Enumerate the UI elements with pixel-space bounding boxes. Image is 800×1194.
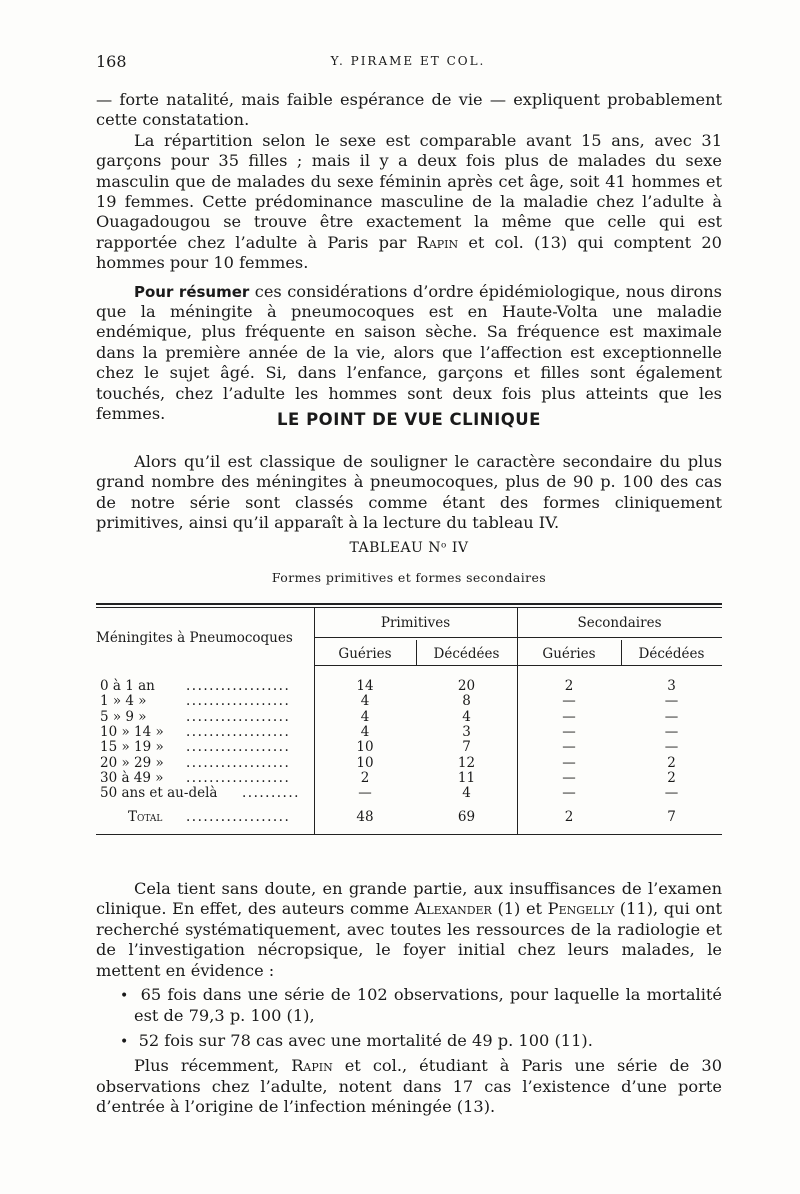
group-rule xyxy=(314,637,722,638)
col-primitives-gueries: Guéries xyxy=(338,646,392,662)
row-label: 1 » 4 » xyxy=(100,693,147,710)
cell-primitives-gueries: 14 xyxy=(356,678,374,694)
row-label: 0 à 1 an xyxy=(100,678,155,694)
cell-primitives-decedees: 11 xyxy=(457,769,476,786)
row-label: 20 » 29 » xyxy=(100,754,164,771)
cell-secondaires-decedees: — xyxy=(664,693,679,710)
row-leader-dots: .................. xyxy=(186,678,291,694)
cell-primitives-gueries: — xyxy=(358,785,372,802)
cell-secondaires-gueries: — xyxy=(562,739,576,756)
p2-text-b: et col. (13) qui comptent 20 hommes pour 10 femmes. xyxy=(96,232,722,273)
intro-text xyxy=(96,90,722,425)
author-pengelly: Pengelly xyxy=(547,899,615,919)
cell-primitives-gueries: 10 xyxy=(356,739,374,756)
cell-primitives-gueries: 48 xyxy=(356,809,374,825)
row-leader-dots: .................. xyxy=(186,693,291,710)
cell-secondaires-decedees: 2 xyxy=(667,754,676,771)
row-label: Total xyxy=(128,809,163,825)
summary-lead: Pour résumer xyxy=(134,282,250,301)
paragraph-2 xyxy=(96,131,722,274)
group-primitives: Primitives xyxy=(380,615,451,631)
bullet-1-text: 65 fois dans une série de 102 observations, pour laquelle la mortalité est de 79,3 p. 100 (1), xyxy=(134,985,722,1026)
after-p1-a: Cela tient sans doute, en grande partie, aux insuffisances de l’examen clinique. En effet, des auteurs comme xyxy=(96,879,722,919)
table-top-rule xyxy=(96,603,722,605)
cell-secondaires-decedees: 3 xyxy=(667,678,676,694)
p3-text: ces considérations d’ordre épidémiologique, nous dirons que la méningite à pneumocoques est en Haute-Volta une maladie endémique, plus fréquente en saison sèche. Sa fréquence est maximale dans la première année de la vie, alors que l’affection est exceptionnelle chez le sujet âgé. Si, dans l’enfance, garçons et filles sont également touchés, chez l’adulte les hommes sont deux fois plus atteints que les femmes. xyxy=(96,281,722,424)
page-number: 168 xyxy=(96,52,127,71)
author-rapin: Rapin xyxy=(416,232,459,252)
p2-text-a: La répartition selon le sexe est comparable avant 15 ans, avec 31 garçons pour 35 filles ; mais il y a deux fois plus de malades du sexe masculin que de malades du sexe féminin après cet âge, soit 41 hommes et 19 femmes. Cette prédominance masculine de la maladie chez l’adulte à Ouagadougou se trouve être exactement la même que celle qui est rapportée chez l’adulte à Paris par xyxy=(96,130,722,252)
cell-primitives-decedees: 20 xyxy=(457,678,476,694)
running-title: Y. PIRAME ET COL. xyxy=(330,54,486,68)
subheader-rule xyxy=(314,665,722,666)
bullet-icon: • xyxy=(120,1033,129,1050)
bullet-2-text: 52 fois sur 78 cas avec une mortalité de 49 p. 100 (11). xyxy=(138,1030,593,1050)
cell-primitives-gueries: 10 xyxy=(356,754,374,771)
col-secondaires-gueries: Guéries xyxy=(542,646,596,662)
cell-primitives-decedees: 69 xyxy=(457,809,476,825)
table-bottom-rule xyxy=(96,834,722,835)
bullet-icon: • xyxy=(120,988,129,1005)
cell-secondaires-decedees: — xyxy=(664,739,679,756)
after-p2-b: et col., étudiant à Paris une série de 30 observations chez l’adulte, notent dans 17 cas l’existence d’une porte d’entrée à l’origine de l’infection méningée (13). xyxy=(96,1056,722,1117)
cell-primitives-decedees: 4 xyxy=(462,785,471,802)
row-leader-dots: .................. xyxy=(186,754,291,771)
clinique-paragraph: Alors qu’il est classique de souligner le caractère secondaire du plus grand nombre des méningites à pneumocoques, plus de 90 p. 100 des cas de notre série sont classés comme étant des formes cliniquement primitives, ainsi qu’il apparaît à la lecture du tableau IV. xyxy=(96,452,722,533)
cell-primitives-gueries: 4 xyxy=(360,723,370,740)
row-leader-dots: .......... xyxy=(242,785,300,802)
cell-secondaires-gueries: — xyxy=(562,769,576,786)
cell-primitives-gueries: 4 xyxy=(360,708,370,725)
cell-secondaires-decedees: 2 xyxy=(667,769,676,786)
cell-primitives-decedees: 7 xyxy=(462,739,471,756)
row-leader-dots: .................. xyxy=(186,809,291,825)
cell-primitives-decedees: 4 xyxy=(462,708,471,725)
section-title: LE POINT DE VUE CLINIQUE xyxy=(277,410,541,429)
after-paragraph-2 xyxy=(96,1056,722,1117)
findings-list xyxy=(96,985,722,1052)
cell-secondaires-decedees: — xyxy=(664,785,679,802)
cell-secondaires-gueries: 2 xyxy=(564,809,574,825)
group-secondaires: Secondaires xyxy=(577,615,662,631)
cell-secondaires-decedees: — xyxy=(664,708,679,725)
clinique-text xyxy=(96,452,722,534)
row-leader-dots: .................. xyxy=(186,708,291,725)
row-label: 30 à 49 » xyxy=(100,769,164,786)
cell-secondaires-gueries: 2 xyxy=(564,678,574,694)
cell-primitives-decedees: 12 xyxy=(457,754,476,771)
after-paragraph-1 xyxy=(96,879,722,981)
cell-secondaires-gueries: — xyxy=(562,708,576,725)
after-text xyxy=(96,879,722,1117)
row-label: 50 ans et au-delà xyxy=(100,785,218,802)
cell-primitives-decedees: 8 xyxy=(462,693,471,710)
after-p2-a: Plus récemment, xyxy=(134,1056,292,1076)
row-leader-dots: .................. xyxy=(186,723,291,740)
col-primitives-decedees: Décédées xyxy=(433,646,500,662)
table-top-rule-2 xyxy=(96,607,722,608)
list-item xyxy=(96,1031,722,1052)
cell-primitives-gueries: 4 xyxy=(360,693,370,710)
cell-secondaires-gueries: — xyxy=(562,785,576,802)
row-label: 10 » 14 » xyxy=(100,723,164,740)
paragraph-1: — forte natalité, mais faible espérance de vie — expliquent probablement cette constatation. xyxy=(96,90,722,130)
row-label: 15 » 19 » xyxy=(100,739,164,756)
running-header xyxy=(96,52,720,74)
paragraph-3 xyxy=(96,282,722,425)
row-leader-dots: .................. xyxy=(186,769,291,786)
cell-secondaires-decedees: 7 xyxy=(667,809,676,825)
row-header: Méningites à Pneumocoques xyxy=(96,630,293,646)
cell-secondaires-gueries: — xyxy=(562,693,576,710)
cell-secondaires-gueries: — xyxy=(562,723,576,740)
author-rapin-2: Rapin xyxy=(291,1056,333,1076)
cell-secondaires-gueries: — xyxy=(562,754,576,771)
cell-primitives-gueries: 2 xyxy=(360,769,370,786)
table-caption: TABLEAU Nᵒ IV xyxy=(349,540,469,556)
cell-primitives-decedees: 3 xyxy=(462,723,471,740)
author-alexander: Alexander xyxy=(414,899,492,919)
col-secondaires-decedees: Décédées xyxy=(638,646,705,662)
table-subcaption: Formes primitives et formes secondaires xyxy=(271,570,547,585)
list-item xyxy=(96,985,722,1027)
after-p1-b: (1) et xyxy=(491,899,548,919)
cell-secondaires-decedees: — xyxy=(664,723,679,740)
after-p1-c: (11), qui ont recherché systématiquement, avec toutes les ressources de la radiologie et de l’investigation nécropsique, le foyer initial chez leurs malades, le mettent en évidence : xyxy=(96,899,723,980)
row-label: 5 » 9 » xyxy=(100,708,147,725)
row-leader-dots: .................. xyxy=(186,739,291,756)
